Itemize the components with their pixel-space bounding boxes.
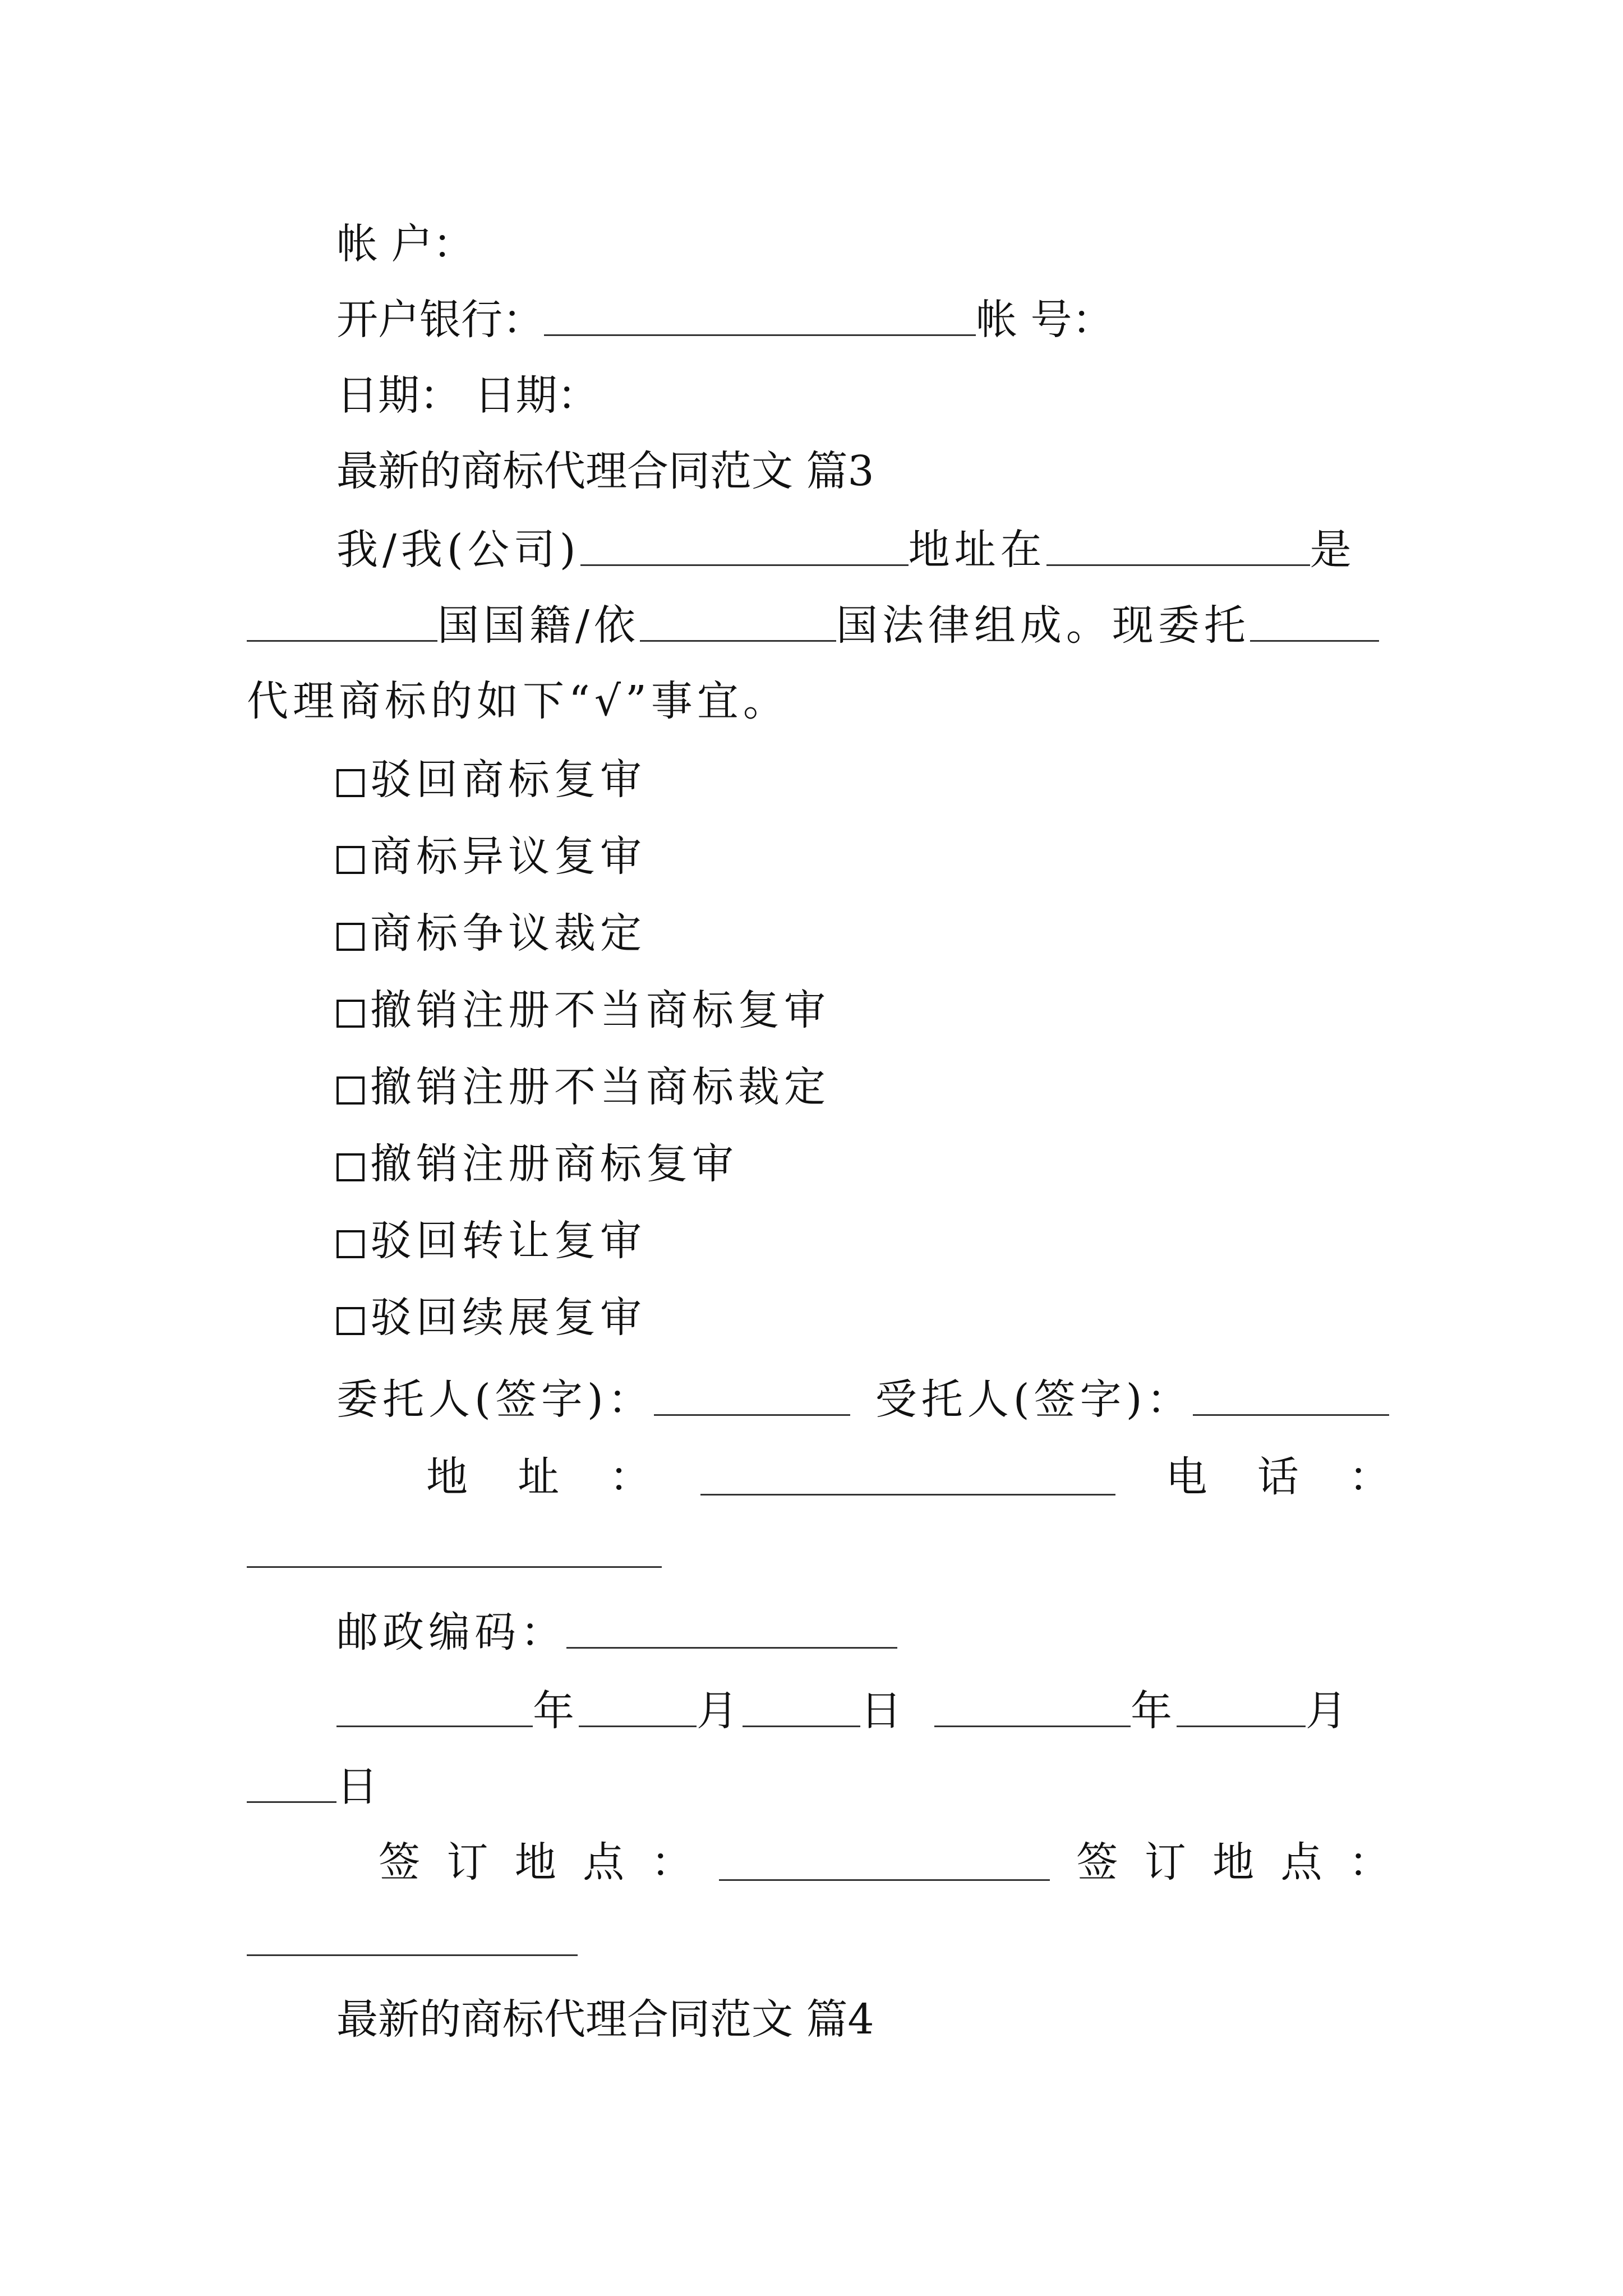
intro-line-1 (336, 519, 1390, 581)
year-label: 年 (533, 1687, 579, 1735)
checkbox[interactable] (336, 846, 365, 874)
account-line (336, 213, 1390, 275)
list-item[interactable] (336, 1056, 1390, 1118)
principal-label: 委托人(签字)： (336, 1375, 654, 1424)
agent-name-blank[interactable] (1250, 605, 1379, 642)
list-item[interactable] (336, 979, 1390, 1041)
checkbox[interactable] (336, 1076, 365, 1105)
postcode-blank[interactable] (566, 1612, 897, 1649)
section4-heading-text: 最新的商标代理合同范文 篇4 (336, 1995, 874, 2044)
place2-char-5: ： (1348, 1838, 1390, 1887)
day-label: 日 (860, 1687, 906, 1735)
month-label-2: 月 (1306, 1687, 1352, 1735)
agent-month-blank[interactable] (1177, 1691, 1306, 1727)
place2-char-3: 地 (1212, 1838, 1255, 1887)
place-char-3: 地 (514, 1838, 556, 1887)
list-item[interactable] (336, 826, 1390, 887)
checkbox[interactable] (336, 769, 365, 797)
signing-place-line (336, 1832, 1390, 1893)
intro-me: 我/我(公司) (336, 526, 580, 574)
intro-address: 地址在 (908, 526, 1046, 574)
place-char-4: 点 (583, 1838, 625, 1887)
principal-day-blank[interactable] (743, 1691, 860, 1727)
list-item[interactable] (336, 1210, 1390, 1272)
checkbox[interactable] (336, 1307, 365, 1335)
list-item-label: 商标争议裁定 (370, 909, 646, 958)
principal-address-blank[interactable] (1046, 530, 1310, 566)
principal-signature-blank[interactable] (654, 1379, 850, 1416)
list-item-label: 驳回转让复审 (370, 1217, 646, 1265)
bank-line (336, 289, 1390, 351)
phone-char-2: 话 (1257, 1453, 1299, 1501)
address-char-2: 址 (518, 1453, 560, 1501)
checkbox[interactable] (336, 1153, 365, 1181)
date-fill-line-2 (247, 1756, 1390, 1818)
list-item[interactable] (336, 903, 1390, 964)
principal-name-blank[interactable] (580, 530, 909, 566)
bank-label: 开户银行： (336, 296, 544, 344)
intro-nationality: 国国籍/依 (437, 601, 640, 650)
place-char-1: 签 (379, 1838, 420, 1887)
place2-char-2: 订 (1144, 1838, 1186, 1887)
principal-year-blank[interactable] (336, 1691, 533, 1727)
list-item[interactable] (336, 1287, 1390, 1349)
date-labels: 日期： 日期： (336, 371, 599, 420)
phone-char-1: 电 (1165, 1453, 1207, 1501)
list-item-label: 撤销注册商标复审 (370, 1140, 738, 1188)
postcode-label: 邮政编码： (336, 1608, 566, 1657)
intro-line-2 (247, 595, 1390, 656)
bank-blank[interactable] (544, 300, 976, 336)
list-item-label: 驳回续展复审 (370, 1294, 646, 1342)
month-label: 月 (697, 1687, 743, 1735)
address-phone-line (336, 1446, 1390, 1508)
account-no-label: 帐 号： (976, 296, 1114, 344)
intro-law: 国法律组成。现委托 (836, 601, 1250, 650)
signature-line (336, 1369, 1390, 1430)
date-line (336, 365, 1390, 426)
list-item[interactable] (336, 749, 1390, 811)
account-label: 帐 户： (336, 220, 474, 268)
day-label-2: 日 (336, 1763, 378, 1811)
postcode-line (336, 1602, 1390, 1663)
phone-blank[interactable] (247, 1565, 662, 1568)
intro-line-3 (247, 670, 1390, 732)
checkbox[interactable] (336, 923, 365, 951)
place-char-2: 订 (446, 1838, 488, 1887)
section3-heading (336, 440, 1390, 502)
phone-char-3: ： (1348, 1453, 1390, 1501)
checkbox[interactable] (336, 1230, 365, 1258)
list-item-label: 商标异议复审 (370, 832, 646, 881)
agent-place-blank[interactable] (247, 1953, 578, 1956)
list-item-label: 撤销注册不当商标复审 (370, 986, 830, 1034)
agent-signature-blank[interactable] (1193, 1379, 1389, 1416)
law-country-blank[interactable] (640, 605, 836, 642)
section3-heading-text: 最新的商标代理合同范文 篇3 (336, 447, 874, 495)
address-char-3: ： (609, 1453, 651, 1501)
agent-label: 受托人(签字)： (875, 1375, 1193, 1424)
address-char-1: 地 (426, 1453, 468, 1501)
list-item[interactable] (336, 1133, 1390, 1195)
year-label-2: 年 (1131, 1687, 1177, 1735)
checkbox[interactable] (336, 1000, 365, 1028)
nationality-blank[interactable] (247, 605, 437, 642)
intro-tail: 代理商标的如下“√”事宜。 (247, 677, 789, 725)
agent-year-blank[interactable] (934, 1691, 1131, 1727)
place2-char-4: 点 (1280, 1838, 1322, 1887)
intro-is: 是 (1310, 526, 1356, 574)
principal-month-blank[interactable] (579, 1691, 697, 1727)
place-char-5: ： (651, 1838, 693, 1887)
date-fill-line (336, 1680, 1390, 1742)
place2-char-1: 签 (1076, 1838, 1118, 1887)
agent-day-blank[interactable] (247, 1766, 336, 1803)
section4-heading (336, 1989, 1390, 2050)
address-blank[interactable] (700, 1459, 1115, 1496)
list-item-label: 撤销注册不当商标裁定 (370, 1063, 830, 1111)
list-item-label: 驳回商标复审 (370, 756, 646, 804)
principal-place-blank[interactable] (719, 1844, 1050, 1881)
